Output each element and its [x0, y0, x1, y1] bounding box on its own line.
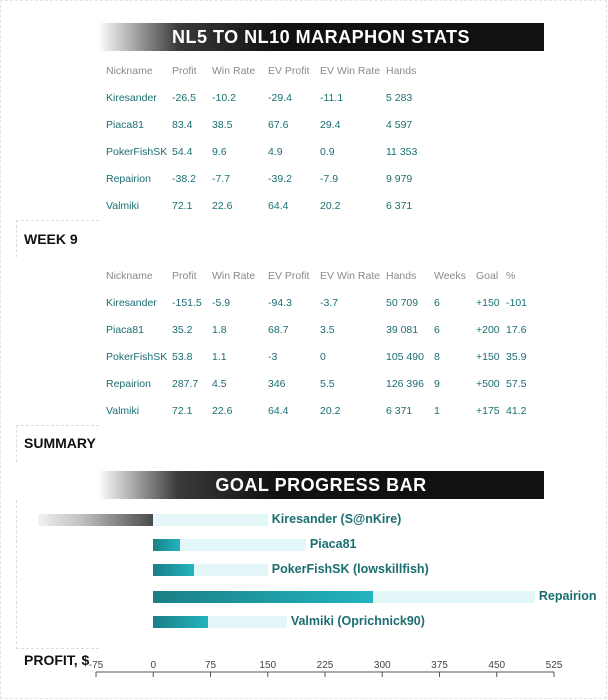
table-cell: -26.5: [172, 91, 196, 104]
table-cell: 5 283: [386, 91, 413, 104]
x-tick-label: 225: [316, 660, 334, 671]
table-cell: 83.4: [172, 118, 193, 131]
table-cell: Valmiki: [106, 199, 140, 212]
table-cell: 3.5: [320, 323, 335, 336]
table-row: [106, 84, 446, 111]
table-cell: +150: [476, 296, 500, 309]
x-tick-label: 450: [488, 660, 506, 671]
table-cell: -94.3: [268, 296, 292, 309]
table-cell: 346: [268, 377, 286, 390]
table-cell: 1.1: [212, 350, 227, 363]
table-cell: 22.6: [212, 199, 233, 212]
marathon-stats-title: NL5 TO NL10 MARAPHON STATS: [98, 23, 544, 51]
column-header: Hands: [386, 270, 417, 282]
column-header: EV Profit: [268, 65, 310, 77]
table-cell: Repairion: [106, 172, 151, 185]
column-header: Goal: [476, 270, 499, 282]
table-row: [106, 316, 527, 343]
table-row: [106, 343, 527, 370]
column-header: EV Win Rate: [320, 270, 381, 282]
column-header: Win Rate: [212, 65, 256, 77]
table-cell: PokerFishSK: [106, 145, 168, 158]
table-row: [106, 192, 446, 219]
goal-progress-title: GOAL PROGRESS BAR: [98, 471, 544, 499]
column-header: Weeks: [434, 270, 466, 282]
table-cell: 53.8: [172, 350, 193, 363]
table-cell: 64.4: [268, 199, 289, 212]
profit-bar: [153, 564, 194, 576]
summary-stats-table: [106, 263, 527, 424]
table-cell: 0.9: [320, 145, 335, 158]
table-cell: 126 396: [386, 377, 424, 390]
table-cell: Kiresander: [106, 91, 157, 104]
table-cell: -3: [268, 350, 278, 363]
profit-bar: [153, 591, 373, 603]
table-cell: 39 081: [386, 323, 419, 336]
table-cell: 20.2: [320, 199, 341, 212]
table-cell: 8: [434, 350, 440, 363]
table-cell: Repairion: [106, 377, 151, 390]
x-tick-label: 525: [545, 660, 563, 671]
table-cell: 1.8: [212, 323, 227, 336]
column-header: Profit: [172, 65, 197, 77]
x-tick-label: 150: [259, 660, 277, 671]
column-header: %: [506, 270, 516, 282]
table-cell: 6 371: [386, 199, 413, 212]
table-cell: 6 371: [386, 404, 413, 417]
table-cell: 41.2: [506, 404, 527, 417]
table-cell: 4.5: [212, 377, 227, 390]
marathon-stats-table: [106, 58, 446, 219]
table-cell: 29.4: [320, 118, 341, 131]
table-cell: Piaca81: [106, 118, 144, 131]
profit-bar: [153, 616, 208, 628]
profit-bar: [153, 539, 180, 551]
table-cell: -38.2: [172, 172, 196, 185]
table-cell: 17.6: [506, 323, 527, 336]
profit-bar: [38, 514, 153, 526]
table-cell: -7.9: [320, 172, 339, 185]
table-cell: 67.6: [268, 118, 289, 131]
table-cell: -7.7: [212, 172, 231, 185]
table-cell: 5.5: [320, 377, 335, 390]
x-tick-label: 375: [431, 660, 448, 671]
table-cell: 22.6: [212, 404, 233, 417]
x-axis-title: PROFIT, $: [24, 652, 90, 668]
x-tick-label: -75: [88, 660, 104, 671]
summary-label: SUMMARY: [24, 435, 96, 451]
table-cell: 9: [434, 377, 440, 390]
table-row: [106, 397, 527, 424]
table-header-row: [106, 58, 446, 84]
table-cell: 4.9: [268, 145, 283, 158]
column-header: Nickname: [106, 65, 153, 77]
column-header: EV Profit: [268, 270, 310, 282]
table-cell: -101: [506, 296, 528, 309]
table-row: [106, 111, 446, 138]
table-header-row: [106, 263, 527, 289]
column-header: EV Win Rate: [320, 65, 381, 77]
table-cell: +500: [476, 377, 500, 390]
table-cell: 9 979: [386, 172, 413, 185]
x-tick-label: 0: [150, 660, 157, 671]
column-header: Hands: [386, 65, 417, 77]
table-cell: 105 490: [386, 350, 424, 363]
table-cell: PokerFishSK: [106, 350, 168, 363]
table-cell: 54.4: [172, 145, 193, 158]
x-axis: [0, 650, 608, 700]
table-cell: 20.2: [320, 404, 341, 417]
table-cell: 35.2: [172, 323, 193, 336]
column-header: Win Rate: [212, 270, 256, 282]
table-cell: 72.1: [172, 404, 193, 417]
table-cell: 64.4: [268, 404, 289, 417]
bar-label: Valmiki (Oprichnick90): [290, 614, 425, 628]
table-cell: +200: [476, 323, 500, 336]
table-cell: 35.9: [506, 350, 527, 363]
table-cell: 9.6: [212, 145, 227, 158]
table-row: [106, 165, 446, 192]
table-cell: 1: [434, 404, 440, 417]
table-cell: 4 597: [386, 118, 413, 131]
table-cell: 287.7: [172, 377, 199, 390]
table-cell: +150: [476, 350, 500, 363]
table-cell: -29.4: [268, 91, 292, 104]
table-cell: 57.5: [506, 377, 527, 390]
table-cell: 68.7: [268, 323, 289, 336]
table-row: [106, 370, 527, 397]
table-row: [106, 289, 527, 316]
x-tick-label: 75: [204, 660, 217, 671]
table-cell: 6: [434, 323, 440, 336]
x-tick-label: 300: [373, 660, 391, 671]
table-cell: -151.5: [172, 296, 202, 309]
column-header: Nickname: [106, 270, 153, 282]
table-cell: -39.2: [268, 172, 292, 185]
week-label: WEEK 9: [24, 231, 78, 247]
table-row: [106, 138, 446, 165]
table-cell: Kiresander: [106, 296, 157, 309]
table-cell: 72.1: [172, 199, 193, 212]
table-cell: 6: [434, 296, 440, 309]
column-header: Profit: [172, 270, 197, 282]
table-cell: 50 709: [386, 296, 419, 309]
table-cell: Valmiki: [106, 404, 140, 417]
goal-track: [153, 514, 268, 526]
bar-label: PokerFishSK (lowskillfish): [271, 562, 429, 576]
table-cell: -5.9: [212, 296, 231, 309]
bar-label: Piaca81: [309, 537, 357, 551]
table-cell: -10.2: [212, 91, 236, 104]
table-cell: +175: [476, 404, 500, 417]
bar-label: Repairion: [538, 589, 597, 603]
table-cell: 38.5: [212, 118, 233, 131]
table-cell: Piaca81: [106, 323, 144, 336]
table-cell: 11 353: [386, 145, 418, 158]
bar-label: Kiresander (S@nKire): [271, 512, 402, 526]
table-cell: -3.7: [320, 296, 339, 309]
table-cell: 0: [320, 350, 326, 363]
table-cell: -11.1: [320, 91, 344, 104]
